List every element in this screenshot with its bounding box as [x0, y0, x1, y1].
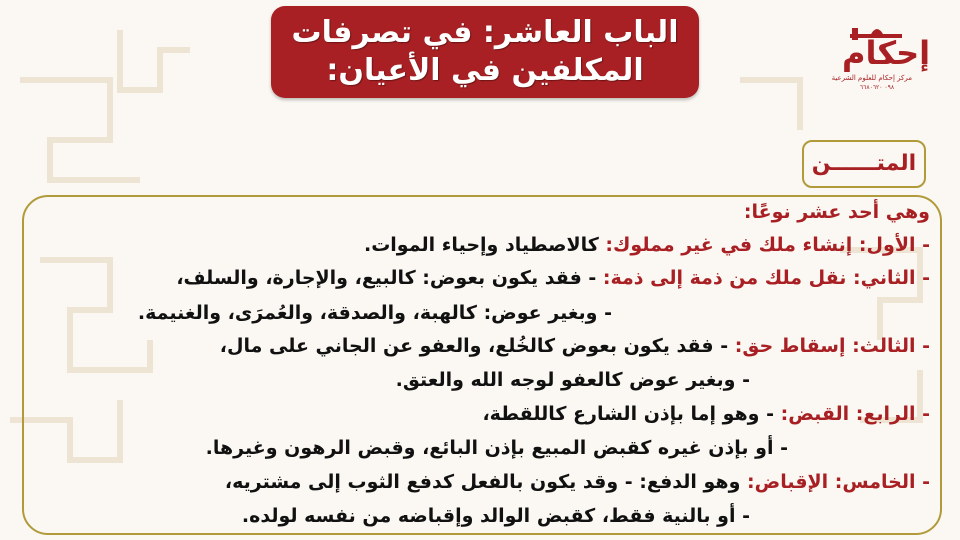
text-line — [744, 198, 930, 226]
line-text: - أو بإذن غيره كقبض المبيع بإذن البائع، وقبض الرهون وغيرها. — [205, 437, 788, 459]
text-line — [176, 264, 930, 292]
text-line — [220, 332, 930, 360]
logo-subtitle: مركز إحكام للعلوم الشرعية — [831, 74, 912, 82]
line-text: - فقد يكون بعوض كالخُلع، والعفو عن الجاني على مال، — [219, 335, 735, 357]
line-heading: - الرابع: القبض: — [780, 403, 930, 425]
text-line — [482, 400, 930, 428]
line-text: - وهو إما بإذن الشارع كاللقطة، — [482, 403, 781, 425]
logo-phone: ٠٩٨ ٦٦٨٠٦٢٠ — [859, 84, 895, 91]
text-line — [138, 299, 612, 327]
line-heading: - الثالث: إسقاط حق: — [734, 335, 930, 357]
line-heading: - الأول: إنشاء ملك في غير مملوك: — [605, 234, 930, 256]
logo-name: إحكام — [842, 34, 931, 72]
line-text: كالاصطياد وإحياء الموات. — [363, 234, 606, 256]
line-text: - وبغير عوض كالعفو لوجه الله والعتق. — [395, 369, 750, 391]
text-line — [364, 231, 930, 259]
text-line — [225, 468, 930, 496]
logo — [831, 20, 931, 95]
title-line-2: المكلفين في الأعيان: — [326, 53, 644, 88]
line-text: وهو الدفع: - وقد يكون بالفعل كدفع الثوب إلى مشتريه، — [224, 471, 748, 493]
line-heading: وهي أحد عشر نوعًا: — [743, 201, 930, 223]
text-line — [206, 434, 788, 462]
page-title — [271, 6, 699, 98]
section-label: المتــــــن — [802, 140, 926, 188]
text-content — [30, 196, 930, 536]
line-heading: - الثاني: نقل ملك من ذمة إلى ذمة: — [602, 267, 930, 289]
line-heading: - الخامس: الإقباض: — [747, 471, 930, 493]
text-line — [242, 502, 750, 530]
line-text: - أو بالنية فقط، كقبض الوالد وإقباضه من نفسه لولده. — [241, 505, 750, 527]
line-text: - فقد يكون بعوض: كالبيع، والإجارة، والسلف، — [176, 267, 603, 289]
text-line — [396, 366, 750, 394]
line-text: - وبغير عوض: كالهبة، والصدقة، والعُمرَى، والغنيمة. — [137, 302, 612, 324]
title-line-1: الباب العاشر: في تصرفات — [291, 15, 679, 50]
